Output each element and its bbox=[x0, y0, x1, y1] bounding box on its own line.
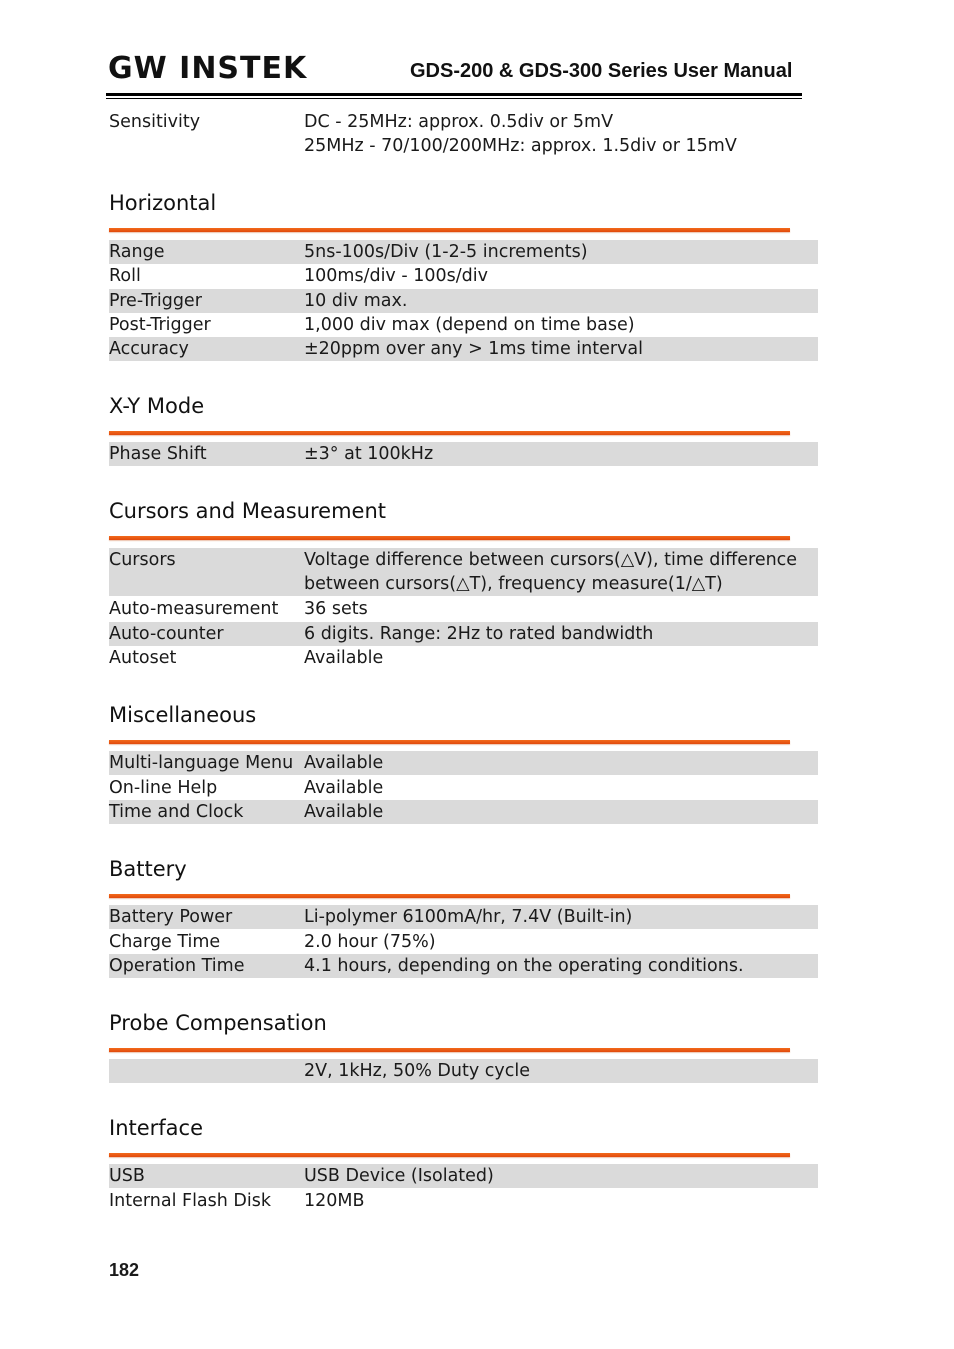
spec-value: 5ns-100s/Div (1-2-5 increments) bbox=[304, 242, 588, 262]
section-rule bbox=[109, 894, 790, 898]
spec-row bbox=[109, 1164, 818, 1188]
spec-value: ±3° at 100kHz bbox=[304, 444, 434, 464]
spec-value: Available bbox=[304, 648, 384, 668]
spec-label: Accuracy bbox=[109, 339, 189, 359]
spec-value: 1,000 div max (depend on time base) bbox=[304, 315, 635, 335]
spec-value: Voltage difference between cursors(△V), time difference bbox=[304, 550, 798, 570]
spec-label: Cursors bbox=[109, 550, 176, 570]
spec-label: Battery Power bbox=[109, 907, 233, 927]
section-title-miscellaneous: Miscellaneous bbox=[109, 703, 257, 727]
spec-row bbox=[109, 337, 818, 361]
spec-row bbox=[109, 776, 818, 800]
spec-label: USB bbox=[109, 1166, 145, 1186]
spec-label: On-line Help bbox=[109, 778, 218, 798]
spec-row bbox=[109, 622, 818, 646]
section-title-probe-compensation: Probe Compensation bbox=[109, 1011, 327, 1035]
spec-label: Operation Time bbox=[109, 956, 245, 976]
spec-label: Time and Clock bbox=[109, 802, 244, 822]
spec-label: Sensitivity bbox=[109, 112, 201, 132]
spec-label: Multi-language Menu bbox=[109, 753, 294, 773]
spec-label: Phase Shift bbox=[109, 444, 207, 464]
spec-label: Roll bbox=[109, 266, 141, 286]
spec-value-line2: between cursors(△T), frequency measure(1/△T) bbox=[304, 574, 723, 594]
spec-value: Available bbox=[304, 753, 384, 773]
section-title-interface: Interface bbox=[109, 1116, 204, 1140]
section-rule bbox=[109, 536, 790, 540]
spec-label: Autoset bbox=[109, 648, 177, 668]
spec-value: DC - 25MHz: approx. 0.5div or 5mV bbox=[304, 112, 614, 132]
section-rule bbox=[109, 1153, 790, 1157]
spec-label: Pre-Trigger bbox=[109, 291, 202, 311]
spec-label: Post-Trigger bbox=[109, 315, 211, 335]
spec-value: 6 digits. Range: 2Hz to rated bandwidth bbox=[304, 624, 654, 644]
spec-value: 36 sets bbox=[304, 599, 368, 619]
spec-value: 2V, 1kHz, 50% Duty cycle bbox=[304, 1061, 531, 1081]
spec-row bbox=[109, 905, 818, 929]
section-title-cursors: Cursors and Measurement bbox=[109, 499, 386, 523]
spec-row bbox=[109, 800, 818, 824]
document-title: GDS-200 & GDS-300 Series User Manual bbox=[410, 60, 793, 82]
spec-row bbox=[109, 548, 818, 596]
spec-label: Auto-counter bbox=[109, 624, 224, 644]
spec-row bbox=[109, 1059, 818, 1083]
spec-row bbox=[109, 1189, 818, 1213]
spec-row bbox=[109, 442, 818, 466]
spec-row bbox=[109, 751, 818, 775]
spec-value: Li-polymer 6100mA/hr, 7.4V (Built-in) bbox=[304, 907, 633, 927]
section-title-xy-mode: X-Y Mode bbox=[109, 394, 205, 418]
section-rule bbox=[109, 1048, 790, 1052]
spec-row bbox=[109, 289, 818, 313]
brand-logo: GW INSTEK bbox=[108, 51, 308, 86]
spec-value: 100ms/div - 100s/div bbox=[304, 266, 488, 286]
section-rule bbox=[109, 431, 790, 435]
section-rule bbox=[109, 740, 790, 744]
spec-row bbox=[109, 954, 818, 978]
spec-label: Charge Time bbox=[109, 932, 221, 952]
header-rule-thin bbox=[106, 98, 802, 99]
spec-value: 4.1 hours, depending on the operating conditions. bbox=[304, 956, 744, 976]
section-title-horizontal: Horizontal bbox=[109, 191, 217, 215]
spec-row bbox=[109, 313, 818, 337]
spec-value: Available bbox=[304, 778, 384, 798]
spec-value: ±20ppm over any > 1ms time interval bbox=[304, 339, 643, 359]
spec-value: 2.0 hour (75%) bbox=[304, 932, 436, 952]
spec-label: Internal Flash Disk bbox=[109, 1191, 272, 1211]
header-rule bbox=[106, 93, 802, 96]
spec-value: 120MB bbox=[304, 1191, 365, 1211]
spec-value: Available bbox=[304, 802, 384, 822]
spec-row bbox=[109, 646, 818, 670]
spec-row bbox=[109, 930, 818, 954]
section-title-battery: Battery bbox=[109, 857, 187, 881]
spec-row bbox=[109, 264, 818, 288]
section-rule bbox=[109, 228, 790, 232]
spec-row bbox=[109, 597, 818, 621]
spec-label: Range bbox=[109, 242, 165, 262]
spec-value-line2: 25MHz - 70/100/200MHz: approx. 1.5div or 15mV bbox=[304, 136, 737, 156]
spec-row bbox=[109, 110, 818, 158]
spec-row bbox=[109, 240, 818, 264]
spec-value: USB Device (Isolated) bbox=[304, 1166, 494, 1186]
page-number: 182 bbox=[109, 1260, 140, 1280]
spec-label: Auto-measurement bbox=[109, 599, 279, 619]
spec-value: 10 div max. bbox=[304, 291, 408, 311]
